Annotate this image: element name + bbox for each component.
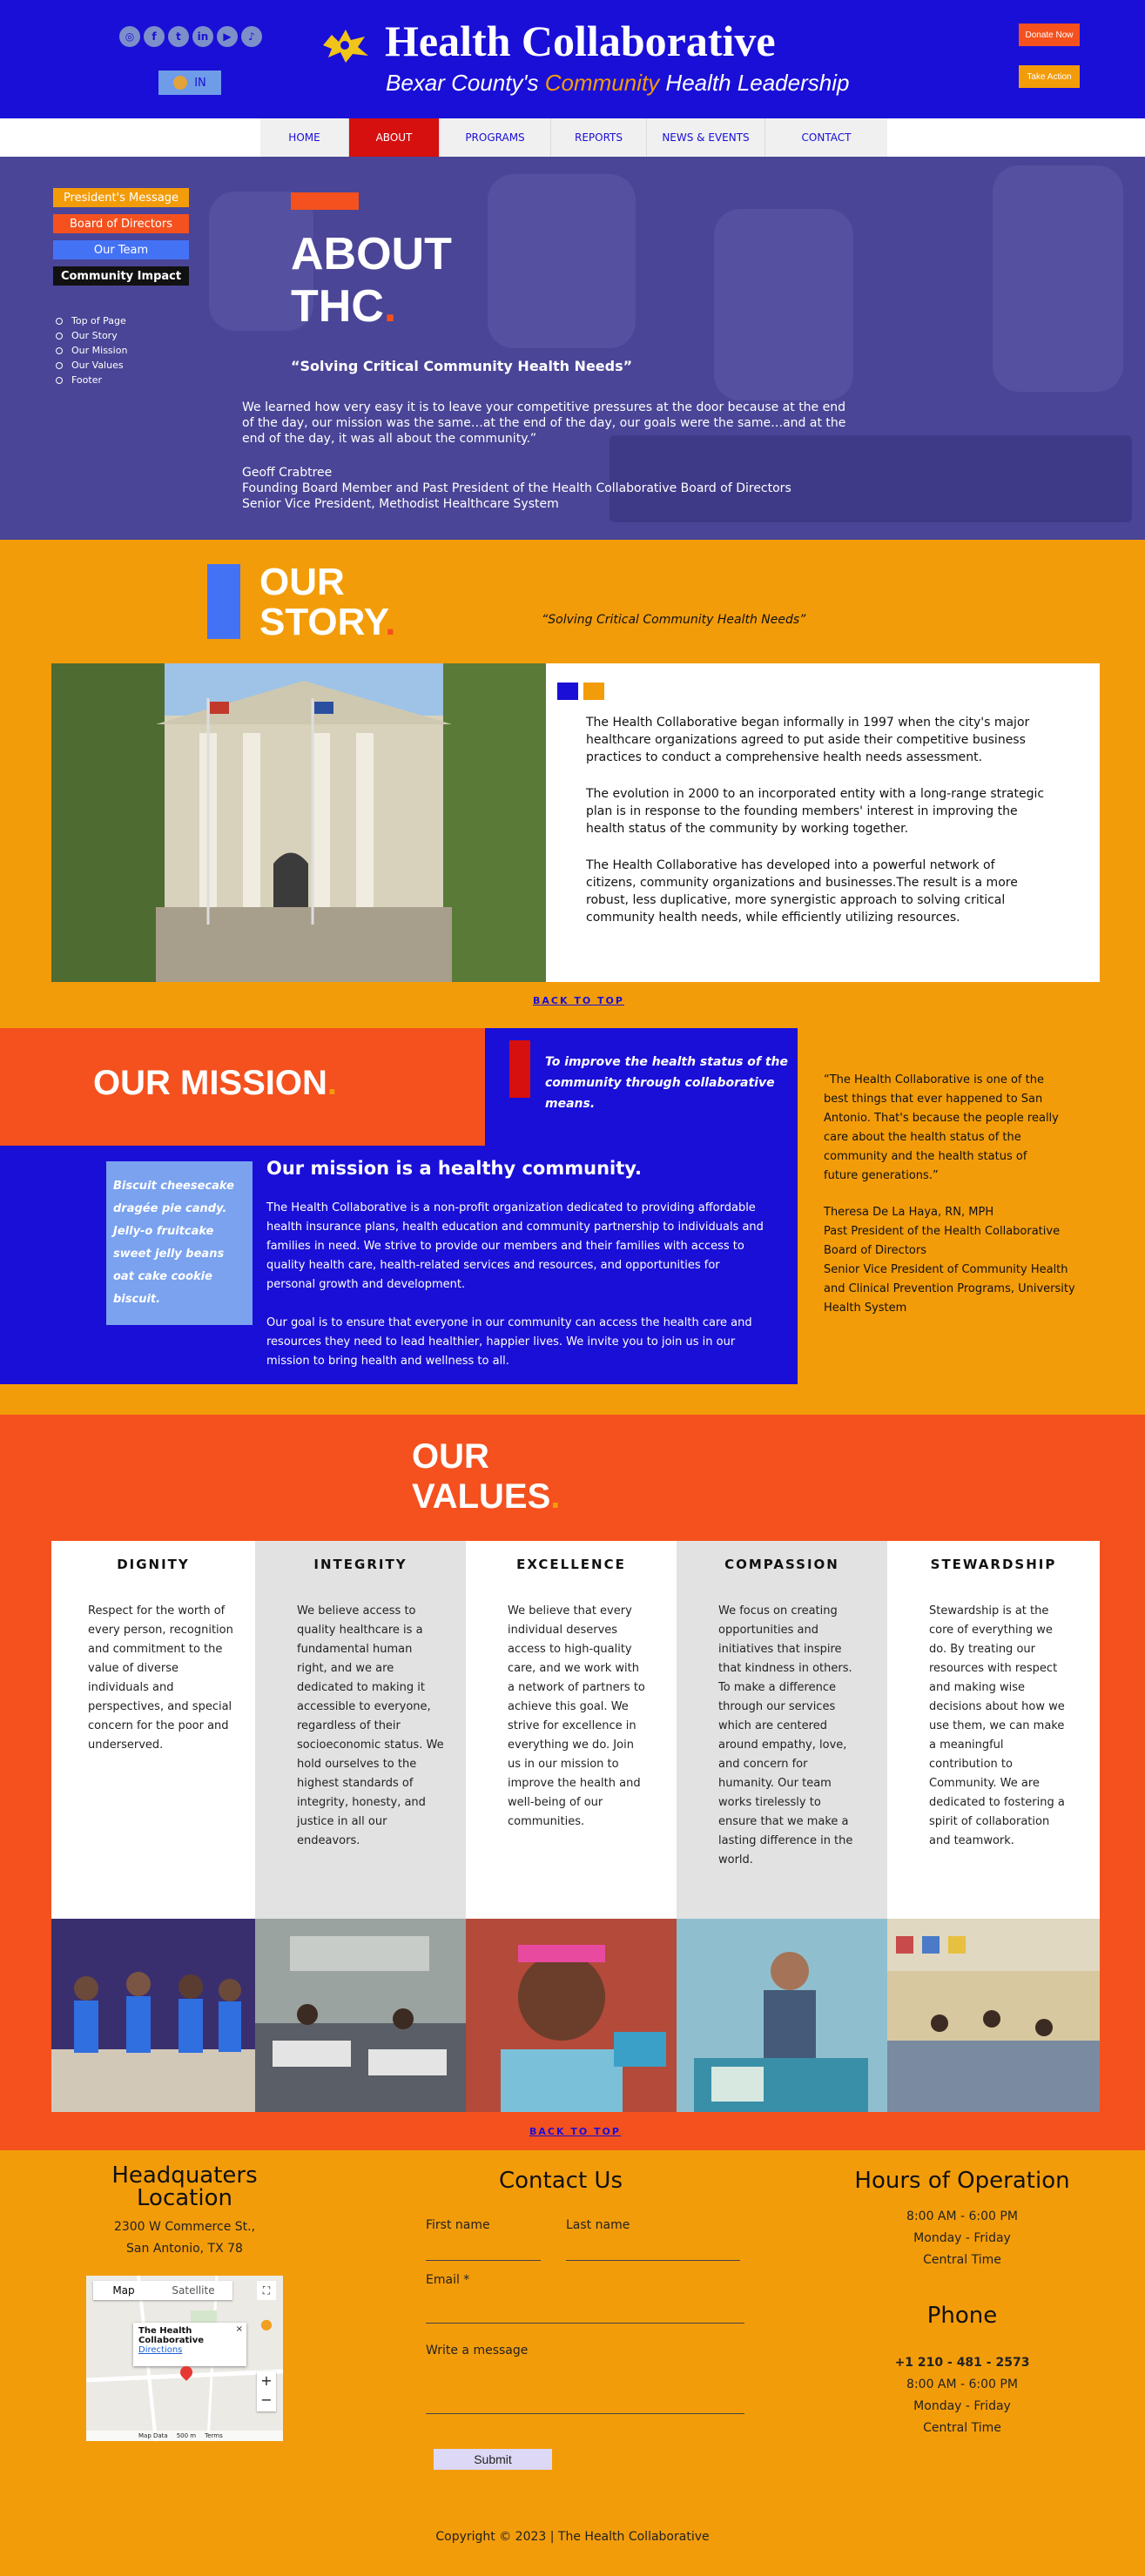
phone-number[interactable]: +1 210 - 481 - 2573	[894, 2356, 1030, 2370]
hours-line: 8:00 AM - 6:00 PM	[906, 2209, 1018, 2223]
map-tab-satellite[interactable]: Satellite	[172, 2284, 215, 2297]
hq-address	[71, 2216, 298, 2260]
value-heading: STEWARDSHIP	[930, 1557, 1057, 1572]
about-quote: We learned how very easy it is to leave your competitive pressures at the door because at the end of the day, our mission was the same…at the end of the day, our goals were the same…and at the end of the day, it was all about the community.”	[242, 400, 846, 446]
anchor-our-mission[interactable]	[56, 345, 127, 356]
value-card-dignity	[51, 1541, 255, 1919]
email-field[interactable]	[426, 2323, 744, 2324]
anchor-top-of-page[interactable]	[56, 315, 126, 326]
gallery-photo[interactable]	[887, 1919, 1100, 2112]
anchor-dot-icon	[56, 377, 63, 384]
gallery-photo[interactable]	[51, 1919, 255, 2112]
message-field[interactable]	[426, 2413, 744, 2414]
map-info-popup	[133, 2323, 246, 2366]
citation-role: Senior Vice President, Methodist Healthcare System	[242, 497, 559, 511]
flag-icon	[173, 76, 187, 90]
about-subtitle: “Solving Critical Community Health Needs”	[291, 358, 633, 374]
anchor-label: Top of Page	[71, 315, 126, 326]
story-title	[259, 562, 396, 642]
about-title-line: ABOUT	[291, 229, 452, 279]
phone-hours-line: 8:00 AM - 6:00 PM	[906, 2378, 1018, 2391]
anchor-dot-icon	[56, 347, 63, 354]
gallery-child-photo	[466, 1919, 677, 2112]
value-card-stewardship	[887, 1541, 1100, 1919]
brand-tagline	[386, 70, 849, 97]
mission-highlight: To improve the health status of the community through collaborative means.	[545, 1055, 789, 1111]
story-title-dot: .	[385, 601, 396, 643]
anchor-label: Our Mission	[71, 345, 128, 356]
about-citation	[242, 465, 859, 512]
value-text: We believe access to quality healthcare is a fundamental human right, and we are dedicated to making it accessible to everyone, regardless of their socioeconomic status. We hold ourselves to the highest standards of integrity, honesty, and justice in all our endeavors.	[297, 1604, 444, 1847]
brand-title[interactable]: Health Collaborative	[385, 17, 776, 65]
map-attribution-text: Map Data	[138, 2432, 168, 2439]
story-quote: “Solving Critical Community Health Needs”	[542, 613, 806, 627]
mission-testimonial-quote: “The Health Collaborative is one of the best things that ever happened to San Antonio. That's because the people really care about the health status of the community and the health status of future generations.”	[824, 1073, 1059, 1182]
value-heading: DIGNITY	[117, 1557, 190, 1572]
tagline-part: Bexar County's	[386, 70, 545, 96]
zoom-out-icon[interactable]: −	[260, 2391, 273, 2408]
copyright: Copyright © 2023 | The Health Collaborative	[435, 2530, 710, 2544]
submit-button[interactable]: Submit	[434, 2449, 552, 2470]
value-text: Stewardship is at the core of everything we do. By treating our resources with respect and making wise decisions about how we use them, we can make a meaningful contribution to Community. We are dedicated to fostering a spirit of collaboration and teamwork.	[929, 1604, 1065, 1847]
courthouse-photo	[51, 663, 546, 982]
value-heading: INTEGRITY	[313, 1557, 407, 1572]
mission-title	[93, 1064, 337, 1103]
contact-title: Contact Us	[499, 2168, 623, 2194]
last-name-label: Last name	[566, 2218, 630, 2232]
anchor-our-values[interactable]	[56, 360, 124, 371]
back-to-top-link[interactable]: BACK TO TOP	[529, 2126, 621, 2137]
hq-title: Headquaters Location	[111, 2162, 258, 2211]
close-icon[interactable]: ×	[235, 2324, 243, 2334]
hours-title: Hours of Operation	[854, 2168, 1070, 2194]
gallery-photo[interactable]	[255, 1919, 466, 2112]
story-square-orange	[583, 683, 604, 700]
map-zoom-controls	[257, 2371, 276, 2411]
mission-red-accent	[509, 1040, 530, 1098]
tagline-part: Health Leadership	[659, 70, 850, 96]
citation-name: Geoff Crabtree	[242, 466, 333, 480]
tag-our-team[interactable]: Our Team	[53, 240, 189, 259]
tag-presidents-message[interactable]: President's Message	[53, 188, 189, 207]
map-scale: 500 m	[176, 2432, 197, 2439]
gallery-event-photo	[887, 1919, 1100, 2112]
mission-paragraph: Our goal is to ensure that everyone in our community can access the health care and resources they need to lead healthier, happier lives. We invite you to join us in our mission to bring health and wellness to all.	[266, 1316, 752, 1368]
anchor-footer[interactable]	[56, 374, 102, 386]
pegman-icon[interactable]: ●	[260, 2315, 273, 2332]
tagline-accent: Community	[544, 70, 660, 96]
citation-name: Theresa De La Haya, RN, MPH	[824, 1206, 994, 1219]
map-terms-link[interactable]: Terms	[205, 2432, 223, 2439]
hero-photo-figure	[488, 174, 636, 348]
values-title-dot: .	[550, 1477, 561, 1516]
anchor-our-story[interactable]	[56, 330, 118, 341]
mission-testimonial-citation	[824, 1203, 1076, 1318]
hours-text	[845, 2206, 1080, 2271]
anchor-dot-icon	[56, 362, 63, 369]
hero-photo-figure	[993, 165, 1123, 392]
anchor-dot-icon	[56, 333, 63, 340]
phone-text	[845, 2352, 1080, 2439]
citation-role: Senior Vice President of Community Health and Clinical Prevention Programs, University Health System	[824, 1263, 1075, 1315]
anchor-label: Our Story	[71, 330, 118, 341]
story-paragraph: The Health Collaborative began informally in 1997 when the city's major healthcare organizations agreed to put aside their competitive business practices to conduct a comprehensive health needs assessment.	[586, 716, 1030, 764]
hero-photo-figure	[714, 209, 853, 400]
language-selector[interactable]	[158, 71, 221, 95]
values-title-line: VALUES	[412, 1477, 551, 1516]
mission-title-dot: .	[327, 1064, 338, 1102]
twitter-icon[interactable]: t	[168, 26, 189, 47]
phone-title: Phone	[926, 2303, 998, 2329]
nav-reports[interactable]: REPORTS	[551, 118, 647, 157]
story-title-line: STORY	[259, 601, 386, 643]
citation-role: Past President of the Health Collaborative Board of Directors	[824, 1225, 1061, 1257]
donate-button[interactable]: Donate Now	[1019, 24, 1080, 46]
mission-placeholder-text: Biscuit cheesecake dragée pie candy. Jelly-o fruitcake sweet jelly beans oat cake cookie biscuit.	[113, 1180, 234, 1306]
site-header	[0, 0, 1145, 118]
value-heading: EXCELLENCE	[516, 1557, 626, 1572]
back-to-top-link[interactable]: BACK TO TOP	[533, 995, 624, 1006]
nav-home[interactable]: HOME	[260, 118, 349, 157]
anchor-label: Footer	[71, 374, 102, 386]
facebook-icon[interactable]: f	[144, 26, 165, 47]
youtube-icon[interactable]: ▶	[217, 26, 238, 47]
phone-hours-line: Monday - Friday	[913, 2399, 1011, 2413]
map-directions-link[interactable]: Directions	[138, 2345, 183, 2355]
hq-address-line: San Antonio, TX 78	[126, 2242, 243, 2256]
mission-paragraph: The Health Collaborative is a non-profit organization dedicated to providing affordable health insurance plans, health education and community partnership to individuals and families in need. We strive to provide our members and their families with access to quality health care, health-related services and resources, and opportunities for personal growth and development.	[266, 1201, 764, 1291]
last-name-field[interactable]	[566, 2260, 740, 2261]
tag-community-impact[interactable]: Community Impact	[53, 266, 189, 286]
story-accent-bar	[207, 564, 240, 639]
fullscreen-icon[interactable]: ⛶	[257, 2281, 276, 2300]
instagram-icon[interactable]: ◎	[119, 26, 140, 47]
value-heading: COMPASSION	[724, 1557, 839, 1572]
linkedin-icon[interactable]: in	[192, 26, 213, 47]
nav-about[interactable]: ABOUT	[349, 118, 440, 157]
tiktok-icon[interactable]: ♪	[241, 26, 262, 47]
story-paragraph: The Health Collaborative has developed into a powerful network of citizens, community organizations and businesses.The result is a more robust, less duplicative, more synergistic approach to solving critical community health needs, while efficiently utilizing resources.	[586, 858, 1018, 925]
language-label: IN	[194, 76, 206, 90]
anchor-dot-icon	[56, 318, 63, 325]
gallery-team-photo	[51, 1919, 255, 2112]
gallery-photo[interactable]	[677, 1919, 887, 2112]
story-title-line: OUR	[259, 561, 345, 603]
anchor-label: Our Values	[71, 360, 124, 371]
take-action-button[interactable]: Take Action	[1019, 65, 1080, 88]
map-popup-title: The Health Collaborative	[138, 2326, 205, 2345]
map-attribution	[86, 2431, 283, 2441]
map-tab-map[interactable]: Map	[112, 2284, 135, 2297]
values-title-line: OUR	[412, 1437, 489, 1476]
hours-line: Monday - Friday	[913, 2231, 1011, 2245]
value-text: We believe that every individual deserves access to high-quality care, and we work with a network of partners to achieve this goal. We strive for excellence in everything we do. Join us in our mission to improve the health and well-being of our communities.	[508, 1604, 645, 1828]
courthouse-illustration	[51, 663, 546, 982]
gallery-volunteer-photo	[677, 1919, 887, 2112]
gallery-photo[interactable]	[466, 1919, 677, 2112]
nav-contact[interactable]: CONTACT	[765, 118, 887, 157]
mission-title-text: OUR MISSION	[93, 1064, 327, 1102]
gallery-classroom-photo	[255, 1919, 466, 2112]
value-card-integrity	[255, 1541, 466, 1919]
citation-role: Founding Board Member and Past President of the Health Collaborative Board of Directors	[242, 481, 791, 495]
mission-heading: Our mission is a healthy community.	[266, 1158, 642, 1179]
tag-board-of-directors[interactable]: Board of Directors	[53, 214, 189, 233]
value-card-compassion	[677, 1541, 887, 1919]
about-title-line: THC	[291, 281, 384, 332]
about-title-dot: .	[383, 281, 397, 332]
map-type-toggle	[93, 2281, 232, 2300]
hq-address-line: 2300 W Commerce St.,	[113, 2220, 256, 2234]
value-text: Respect for the worth of every person, recognition and commitment to the value of diverse individuals and perspectives, and special concern for the poor and underserved.	[88, 1604, 233, 1752]
first-name-label: First name	[426, 2218, 490, 2232]
nav-programs[interactable]: PROGRAMS	[440, 118, 551, 157]
value-card-excellence	[466, 1541, 677, 1919]
values-title	[412, 1436, 560, 1517]
email-label: Email *	[426, 2273, 470, 2287]
story-paragraph: The evolution in 2000 to an incorporated entity with a long-range strategic plan is in response to the founding members' interest in improving the health status of the community by working together.	[586, 787, 1045, 836]
story-square-blue	[557, 683, 578, 700]
logo-icon	[316, 26, 374, 64]
message-label: Write a message	[426, 2344, 529, 2357]
about-accent-bar	[291, 192, 359, 210]
location-map[interactable]	[86, 2276, 283, 2441]
nav-news-events[interactable]: NEWS & EVENTS	[647, 118, 765, 157]
zoom-in-icon[interactable]: +	[260, 2372, 273, 2389]
hours-line: Central Time	[923, 2253, 1001, 2267]
first-name-field[interactable]	[426, 2260, 541, 2261]
phone-hours-line: Central Time	[923, 2421, 1001, 2435]
value-text: We focus on creating opportunities and initiatives that inspire that kindness in others. To make a difference through our services which are centered around empathy, love, and concern for humanity. Our team works tirelessly to ensure that we make a lasting difference in the world.	[718, 1604, 853, 1866]
main-nav	[0, 118, 1145, 157]
about-title	[291, 228, 452, 333]
